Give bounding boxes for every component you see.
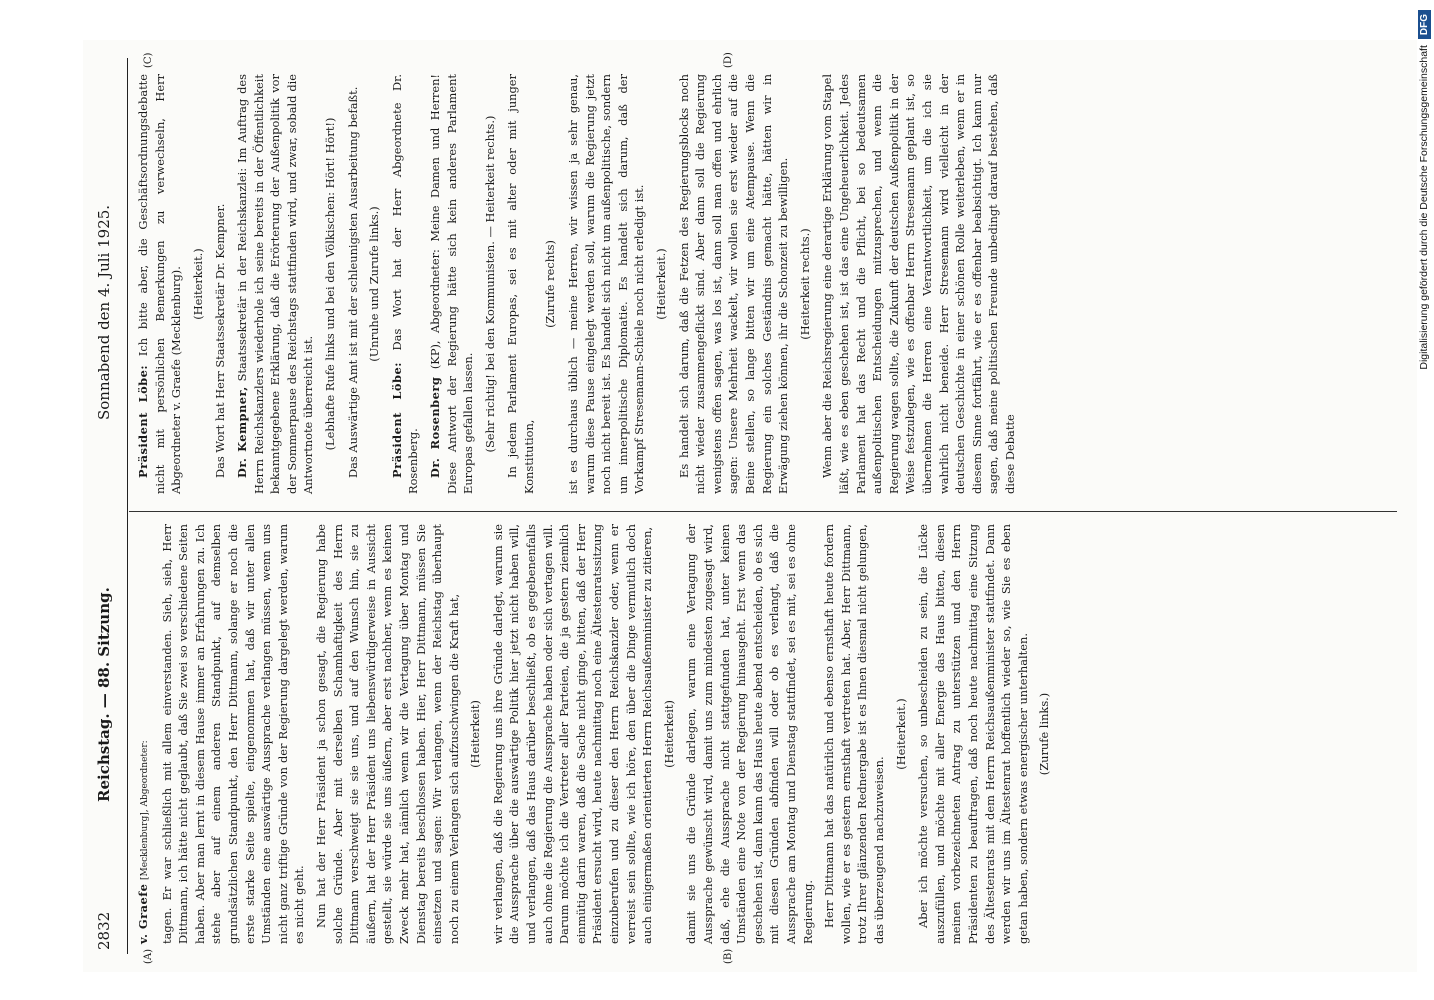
scanned-page — [83, 40, 1417, 972]
speaker-line — [135, 524, 154, 944]
margin-mark-a: (A) — [143, 948, 154, 964]
paragraph: Nun hat der Herr Präsident ja schon gesagt, die Regierung habe solche Gründe. Aber mit derselben Schamhaftigkeit des Herrn Dittmann verschweigt sie sie uns, und auf den Wunsch hin, sie zu äußern, hat der Herr Präsident uns liebenswürdigerweise in Aussicht gestellt, sie würde sie uns äußern, aber erst nachher, wenn es keinen Zweck mehr hat, nämlich wenn wir die Vertagung über Montag und Dienstag bereits beschlossen haben. Hier, Herr Dittmann, müssen Sie einsetzen und sagen: Wir verlangen, wenn der Reichstag überhaupt noch zu einem Verlangen sich aufzuschwingen die Kraft hat, — [313, 524, 461, 944]
speaker-name: v. Graefe — [136, 883, 150, 944]
margin-mark-b: (B) — [723, 948, 734, 964]
paragraph: Ich bitte aber, die Geschäftsordnungsdebatte nicht mit persönlichen Bemerkungen zu verwechseln, Herr Abgeordneter v. Graefe (Mecklenburg). — [136, 73, 184, 494]
interjection: (Zurufe rechts) — [543, 240, 558, 328]
credit-text: Digitalisierung gefördert durch die Deutsche Forschungsgemeinschaft — [1418, 45, 1430, 370]
dfg-logo: DFG — [1418, 10, 1431, 39]
interjection: (Heiterkeit.) — [654, 248, 669, 320]
interjection: (Sehr richtig! bei den Kommunisten. — Heiterkeit rechts.) — [482, 115, 497, 453]
interjection: (Lebhafte Rufe links und bei den Völkischen: Hört! Hört!) — [322, 117, 337, 451]
interjection: (Heiterkeit.) — [190, 248, 205, 320]
column-divider — [129, 511, 1397, 512]
speaker-name: Präsident Löbe: — [136, 364, 150, 478]
page-canvas-rotated — [83, 40, 1417, 972]
margin-mark-d: (D) — [723, 52, 734, 68]
right-column — [135, 74, 1024, 494]
interjection: (Heiterkeit.) — [893, 698, 908, 770]
speaker-name: Dr. Rosenberg — [427, 376, 442, 478]
paragraph: Staatssekretär in der Reichskanzlei: Im Auftrag des Herrn Reichskanzlers wiederhole ich seine bereits in der Öffentlichkeit bekanntgegebene Erklärung, daß die Erörterung der Außenpolitik vor der Sommerpause des Reichstags stattfinden wird, und zwar, sobald die Antwortnote überreicht ist. — [234, 74, 316, 494]
paragraph: (KP), Abgeordneter: Meine Damen und Herren! Diese Antwort der Regierung hätte sich kein anderes Parlament Europas gefallen lassen. — [427, 73, 476, 494]
left-column — [135, 524, 1059, 944]
speaker-name: Präsident Löbe: — [389, 362, 404, 478]
paragraph: wir verlangen, daß die Regierung uns ihre Gründe darlegt, warum sie die Aussprache über die auswärtige Politik hier jetzt nicht haben will, und verlangen, daß das Haus darüber beschließt, ob es gegebenenfalls auch ohne die Regierung die Aussprache haben oder sich vertagen will. Darum möchte ich die Vertreter aller Parteien, die ja gestern ziemlich einmütig darin waren, daß die Sache nicht ginge, bitten, daß der Herr Präsident ersucht wird, heute nachmittag noch eine Ältestenratssitzung einzuberufen und zu dieser den Herrn Reichskanzler oder, wenn er verreist sein sollte, wie ich höre, den über die Dinge vermutlich doch auch einigermaßen orientierten Herrn Reichsaußenminister zu zitieren, — [490, 524, 655, 944]
interjection: (Heiterkeit) — [661, 700, 676, 768]
paragraph: Herr Dittmann hat das natürlich und ebenso ernsthaft heute fordern wollen, wie er es gestern ernsthaft vertreten hat. Aber, Herr Dittmann, trotz Ihrer glänzenden Rednergabe ist es Ihnen diesmal nicht gelungen, das überzeugend nachzuweisen. — [822, 524, 886, 944]
speaker-name: Dr. Kempner, — [234, 386, 249, 478]
paragraph: Aber ich möchte versuchen, so unbescheiden zu sein, die Lücke auszufüllen, und möchte mit aller Energie das Haus bitten, diesen meinen vorbezeichneten Antrag zu unterstützen und den Herrn Präsidenten zu beauftragen, daß noch heute nachmittag eine Sitzung des Ältestenrats mit dem Herrn Reichsaußenminister stattfindet. Dann werden wir uns im Ältestenrat hoffentlich wieder so, wie Sie es eben getan haben, sondern etwas energischer unterhalten. — [916, 524, 1030, 944]
paragraph: damit sie uns die Gründe darlegen, warum eine Vertagung der Aussprache gewünscht wird, damit uns zum mindesten zugesagt wird, daß, ehe die Aussprache nicht stattgefunden hat, unter keinen Umständen eine Note von der Regierung hinausgeht. Erst wenn das geschehen ist, dann kann das Haus heute abend entscheiden, ob es sich mit diesen Gründen abfinden will oder ob es verlangt, daß die Aussprache am Montag und Dienstag stattfindet, sei es mit, sei es ohne Regierung. — [684, 524, 815, 944]
interjection: (Zurufe links.) — [1037, 692, 1052, 776]
paragraph: Das Auswärtige Amt ist mit der schleunigsten Ausarbeitung befaßt. — [345, 86, 360, 478]
header-rule — [127, 58, 128, 954]
interjection: (Unruhe und Zurufe links.) — [367, 206, 382, 362]
paragraph: Das Wort hat Herr Staatssekretär Dr. Kempner. — [213, 203, 228, 478]
margin-mark-c: (C) — [143, 52, 154, 68]
right-running-head: Sonnabend den 4. Juli 1925. — [95, 204, 113, 420]
paragraph: In jedem Parlament Europas, sei es mit alter oder mit junger Konstitution, — [505, 74, 536, 494]
page-number: 2832 — [95, 911, 113, 950]
interjection: (Heiterkeit rechts.) — [797, 228, 812, 340]
paragraph: tagen. Er war schließlich mit allem einverstanden. Sieh, sieh, Herr Dittmann, ich hätte nicht geglaubt, daß Sie zwei so verschiedene Seiten haben. Aber man lernt in diesem Hause immer an Erfahrungen zu. Ich stehe aber auf einem anderen Standpunkt, auf demselben grundsätzlichen Standpunkt, den Herr Dittmann, solange er noch die erste starke Seite spielte, eingenommen hat, daß wir unter allen Umständen eine auswärtige Aussprache verlangen müssen, wenn uns nicht ganz triftige Gründe von der Regierung dargelegt werden, warum es nicht geht. — [159, 524, 307, 944]
paragraph: Das Wort hat der Herr Abgeordnete Dr. Rosenberg. — [389, 74, 421, 494]
digitization-credit — [1392, 10, 1432, 990]
paragraph: Wenn aber die Reichsregierung eine derartige Erklärung vom Stapel läßt, wie es eben geschehen ist, ist das eine Ungeheuerlichkeit. Jedes Parlament hat das Recht und die Pflicht, bei so bedeutsamen außenpolitischen Entscheidungen mitzusprechen, und wenn die Regierung wagen sollte, die Zukunft der deutschen Außenpolitik in der Weise festzulegen, wie es offenbar Herrn Stresemann geplant ist, so übernehmen die Herren eine Verantwortlichkeit, um die ich sie wahrlich nicht beneide. Herr Stresemann wird vielleicht in der deutschen Geschichte in einer schönen Rolle weiterleben, wenn er in diesem Sinne fortfährt, wie er es offenbar beabsichtigt. Ich kann nur sagen, daß meine politischen Freunde unbedingt darauf bestehen, daß diese Debatte — [820, 74, 1017, 494]
interjection: (Heiterkeit) — [468, 700, 483, 768]
paragraph: Es handelt sich darum, daß die Fetzen des Regierungsblocks noch nicht wieder zusammengeflickt sind. Aber dann soll die Regierung wenigstens offen sagen, was los ist, dann soll man offen und ehrlich sagen: Unsere Mehrheit wackelt, wir wollen sie erst wieder auf die Beine stellen, so lange bitten wir um eine Atempause. Wenn die Regierung ein solches Geständnis gemacht hätte, hätten wir in Erwägung ziehen können, ihr die Schonzeit zu bewilligen. — [676, 74, 791, 494]
left-running-head: Reichstag. — 88. Sitzung. — [95, 587, 113, 802]
paragraph: ist es durchaus üblich — meine Herren, wir wissen ja sehr genau, warum diese Pause eingelegt werden soll, warum die Regierung jetzt noch nicht bereit ist. Es handelt sich nicht um außenpolitische, sondern um innerpolitische Diplomatie. Es handelt sich darum, daß der Vorkampf Stresemann-Schiele noch nicht erledigt ist. — [566, 74, 647, 494]
speaker-note: [Mecklenburg], Abgeordneter: — [140, 740, 150, 880]
